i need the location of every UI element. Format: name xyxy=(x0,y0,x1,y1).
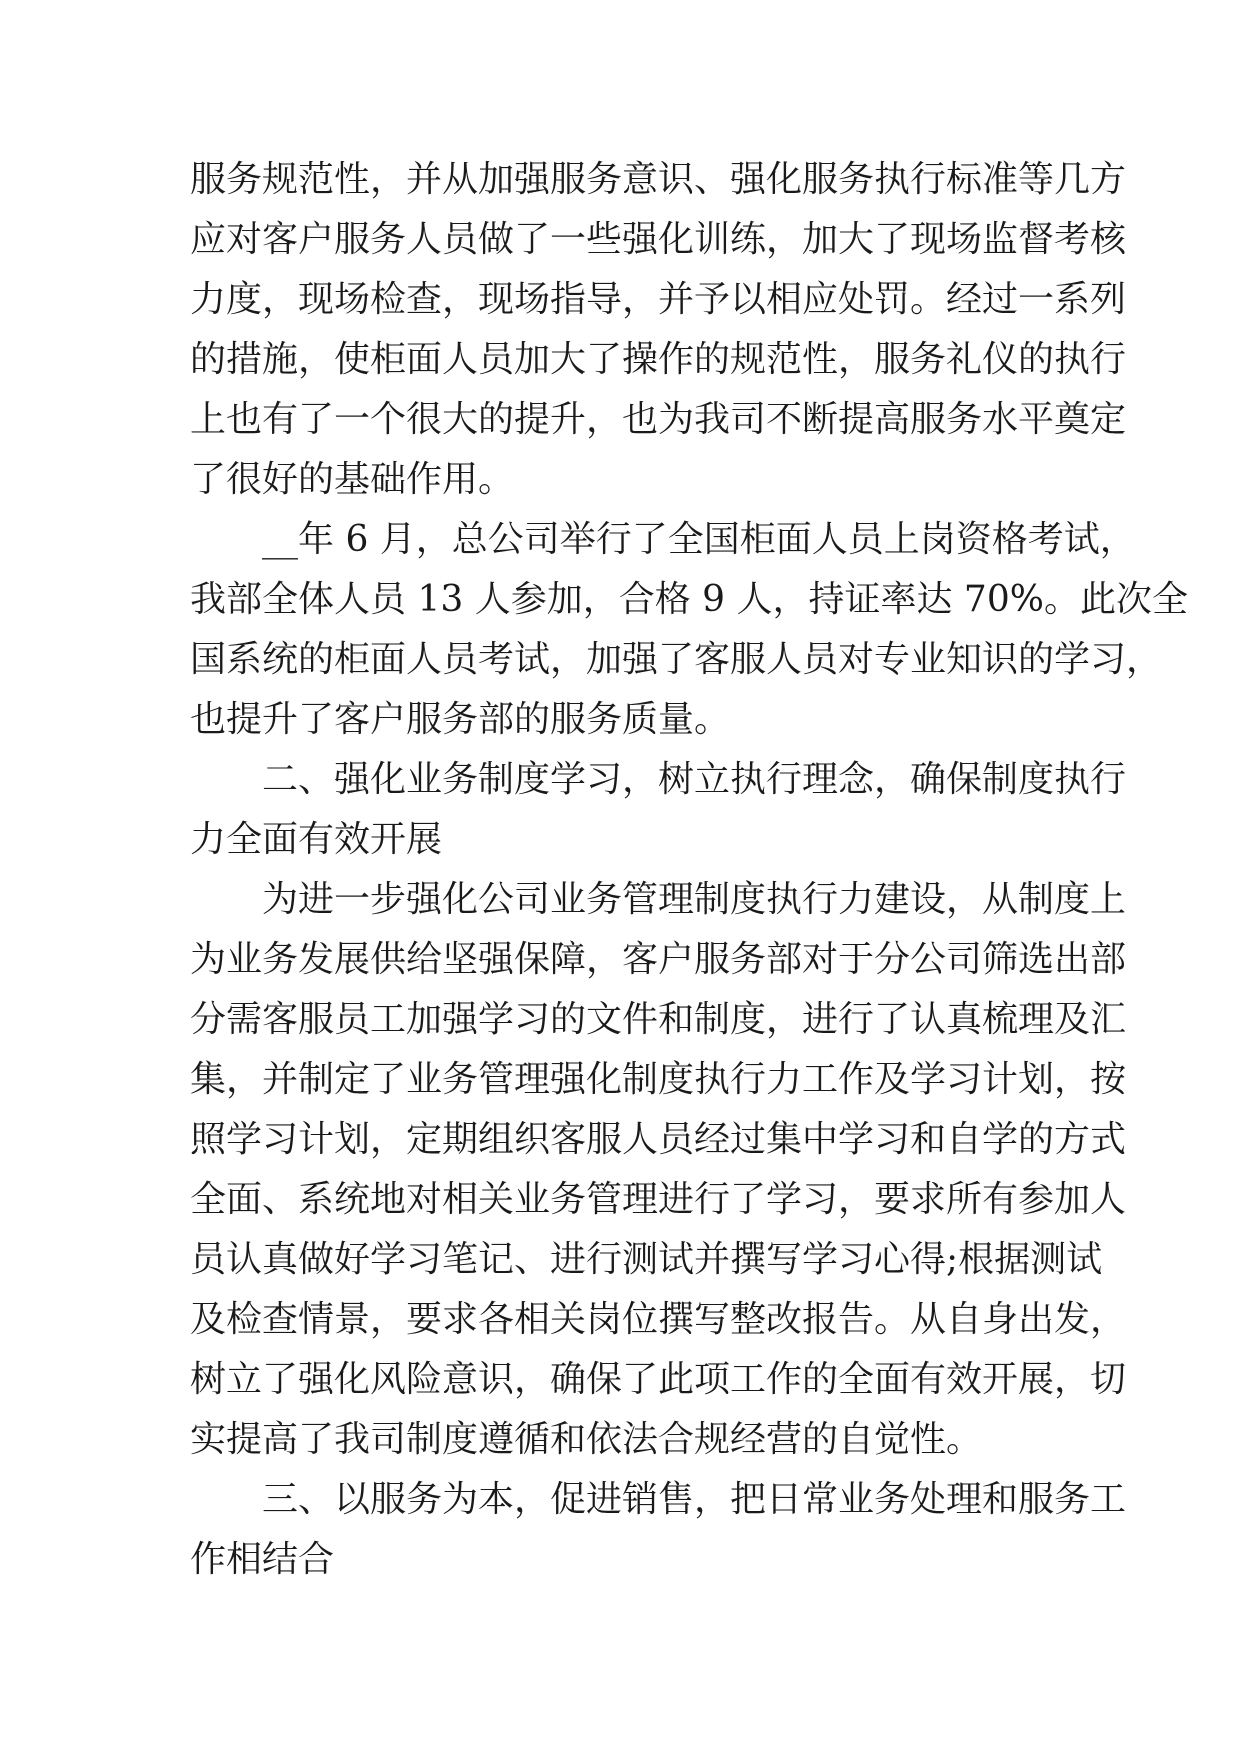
text-line: 我部全体人员 13 人参加，合格 9 人，持证率达 70%。此次全 xyxy=(190,579,1188,620)
text-line: 二、强化业务制度学习，树立执行理念，确保制度执行 xyxy=(262,759,1127,800)
text-line: 及检查情景，要求各相关岗位撰写整改报告。从自身出发， xyxy=(190,1299,1127,1340)
text-line: 上也有了一个很大的提升，也为我司不断提高服务水平奠定 xyxy=(190,399,1127,440)
paragraph xyxy=(190,510,1188,750)
text-line: 全面、系统地对相关业务管理进行了学习，要求所有参加人 xyxy=(190,1179,1127,1220)
paragraph xyxy=(190,870,1127,1470)
text-line: 力度，现场检查，现场指导，并予以相应处罚。经过一系列 xyxy=(190,279,1127,320)
section-heading xyxy=(190,1470,1127,1590)
text-line: 国系统的柜面人员考试，加强了客服人员对专业知识的学习， xyxy=(190,639,1163,680)
text-line: 的措施，使柜面人员加大了操作的规范性，服务礼仪的执行 xyxy=(190,339,1127,380)
document-body xyxy=(190,150,1188,1590)
paragraph xyxy=(190,150,1127,510)
text-line: 了很好的基础作用。 xyxy=(190,459,515,500)
text-line: 也提升了客户服务部的服务质量。 xyxy=(190,699,731,740)
text-line: 三、以服务为本，促进销售，把日常业务处理和服务工 xyxy=(262,1479,1127,1520)
text-line: 员认真做好学习笔记、进行测试并撰写学习心得;根据测试 xyxy=(190,1239,1103,1280)
text-line: 实提高了我司制度遵循和依法合规经营的自觉性。 xyxy=(190,1419,983,1460)
text-line: 集，并制定了业务管理强化制度执行力工作及学习计划，按 xyxy=(190,1059,1127,1100)
section-heading xyxy=(190,750,1127,870)
text-line: 为业务发展供给坚强保障，客户服务部对于分公司筛选出部 xyxy=(190,939,1127,980)
text-line: 树立了强化风险意识，确保了此项工作的全面有效开展，切 xyxy=(190,1359,1127,1400)
text-line: 服务规范性，并从加强服务意识、强化服务执行标准等几方 xyxy=(190,159,1127,200)
text-line: 为进一步强化公司业务管理制度执行力建设，从制度上 xyxy=(262,879,1127,920)
text-line: 照学习计划，定期组织客服人员经过集中学习和自学的方式 xyxy=(190,1119,1127,1160)
text-line: __年 6 月，总公司举行了全国柜面人员上岗资格考试， xyxy=(262,519,1136,560)
text-line: 力全面有效开展 xyxy=(190,819,443,860)
text-line: 应对客户服务人员做了一些强化训练，加大了现场监督考核 xyxy=(190,219,1127,260)
text-line: 分需客服员工加强学习的文件和制度，进行了认真梳理及汇 xyxy=(190,999,1127,1040)
text-line: 作相结合 xyxy=(190,1539,335,1580)
